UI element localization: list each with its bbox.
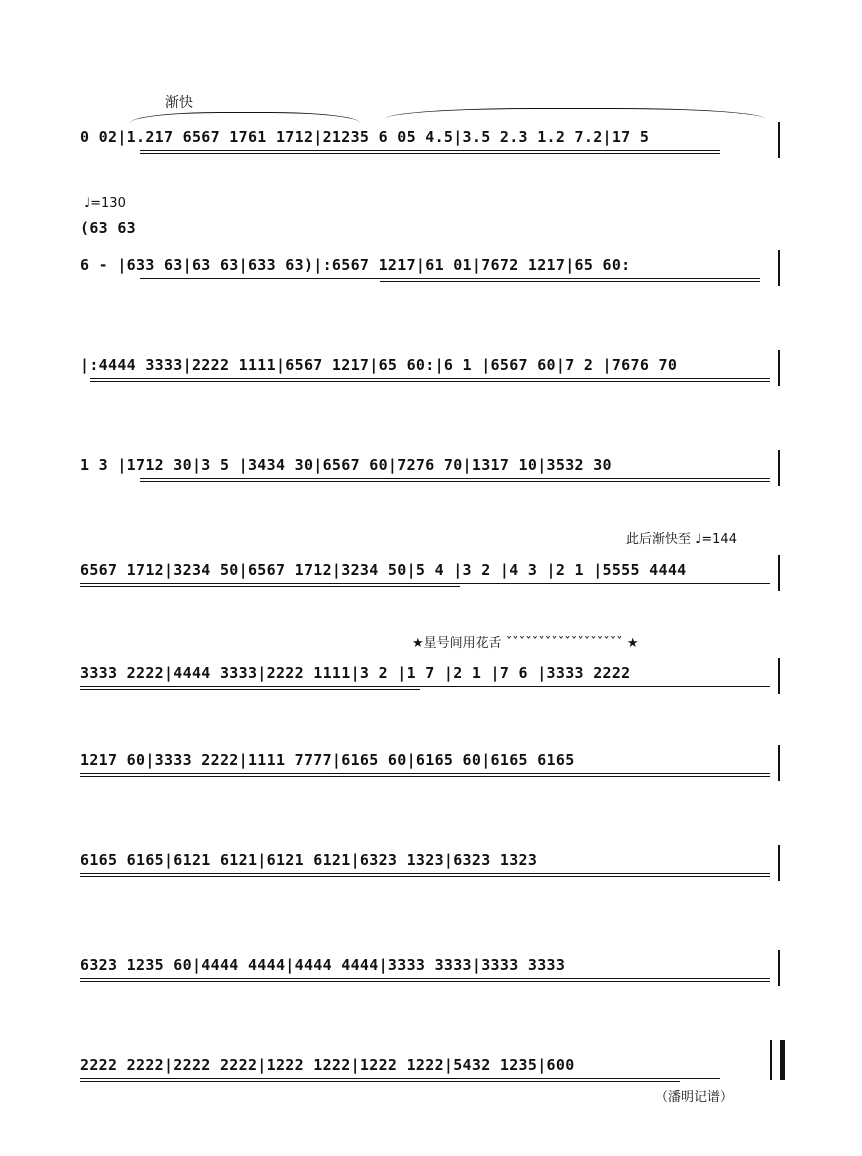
final-barline xyxy=(770,1040,785,1080)
beam-line xyxy=(140,278,760,279)
barline xyxy=(778,250,780,286)
score-line-8 xyxy=(80,845,780,893)
barline xyxy=(778,745,780,781)
tempo-mark-130: ♩=130 xyxy=(84,196,126,211)
score-line-7 xyxy=(80,745,780,793)
beam-line xyxy=(80,1078,720,1079)
beam-line xyxy=(80,978,770,979)
barline xyxy=(778,658,780,694)
transcriber-credit: （潘明记谱） xyxy=(655,1090,734,1105)
notation-text: 0 02|1.217 6567 1761 1712|21235 6 05 4.5|3.5 2.3 1.2 7.2|17 5 xyxy=(80,128,650,146)
beam-line xyxy=(80,1081,680,1082)
score-line-4 xyxy=(80,450,780,498)
beam-line xyxy=(80,873,770,874)
notation-text: 6567 1712|3234 50|6567 1712|3234 50|5 4 |3 2 |4 3 |2 1 |5555 4444 xyxy=(80,561,687,579)
notation-text: 1 3 |1712 30|3 5 |3434 30|6567 60|7276 70|1317 10|3532 30 xyxy=(80,456,612,474)
barline xyxy=(778,450,780,486)
notation-text: (63 63 xyxy=(80,219,136,237)
beam-line xyxy=(140,150,720,151)
beam-line xyxy=(80,689,420,690)
notation-text: 1217 60|3333 2222|1111 7777|6165 60|6165 60|6165 6165 xyxy=(80,751,575,769)
score-line-5 xyxy=(80,555,780,603)
beam-line xyxy=(140,153,720,154)
trill-note: ★星号间用花舌 ˇˇˇˇˇˇˇˇˇˇˇˇˇˇˇˇˇˇ ★ xyxy=(412,636,639,651)
beam-line xyxy=(90,381,770,382)
beam-line xyxy=(80,773,770,774)
notation-text: 6165 6165|6121 6121|6121 6121|6323 1323|6323 1323 xyxy=(80,851,538,869)
score-line-2 xyxy=(80,250,780,298)
tempo-after-label: 此后渐快至 ♩=144 xyxy=(626,532,737,547)
barline xyxy=(778,845,780,881)
barline xyxy=(778,350,780,386)
score-line-3 xyxy=(80,350,780,398)
beam-line xyxy=(80,876,770,877)
slur-mark xyxy=(385,108,765,119)
tempo-gradual-label: 渐快 xyxy=(165,95,193,111)
beam-line xyxy=(380,281,760,282)
beam-line xyxy=(90,378,770,379)
barline xyxy=(778,122,780,158)
notation-text: |:4444 3333|2222 1111|6567 1217|65 60:|6 1 |6567 60|7 2 |7676 70 xyxy=(80,356,678,374)
score-line-9 xyxy=(80,950,780,998)
beam-line xyxy=(80,586,460,587)
notation-text: 3333 2222|4444 3333|2222 1111|3 2 |1 7 |2 1 |7 6 |3333 2222 xyxy=(80,664,631,682)
beam-line xyxy=(140,478,770,479)
barline xyxy=(778,950,780,986)
notation-text: 6323 1235 60|4444 4444|4444 4444|3333 3333|3333 3333 xyxy=(80,956,566,974)
beam-line xyxy=(80,583,770,584)
beam-line xyxy=(140,481,770,482)
score-line-6 xyxy=(80,658,780,706)
score-line-1 xyxy=(80,122,780,170)
beam-line xyxy=(80,776,770,777)
notation-text: 2222 2222|2222 2222|1222 1222|1222 1222|5432 1235|600 xyxy=(80,1056,575,1074)
barline xyxy=(778,555,780,591)
notation-text: 6 - |633 63|63 63|633 63)|:6567 1217|61 01|7672 1217|65 60: xyxy=(80,256,631,274)
beam-line xyxy=(80,686,770,687)
beam-line xyxy=(80,981,770,982)
